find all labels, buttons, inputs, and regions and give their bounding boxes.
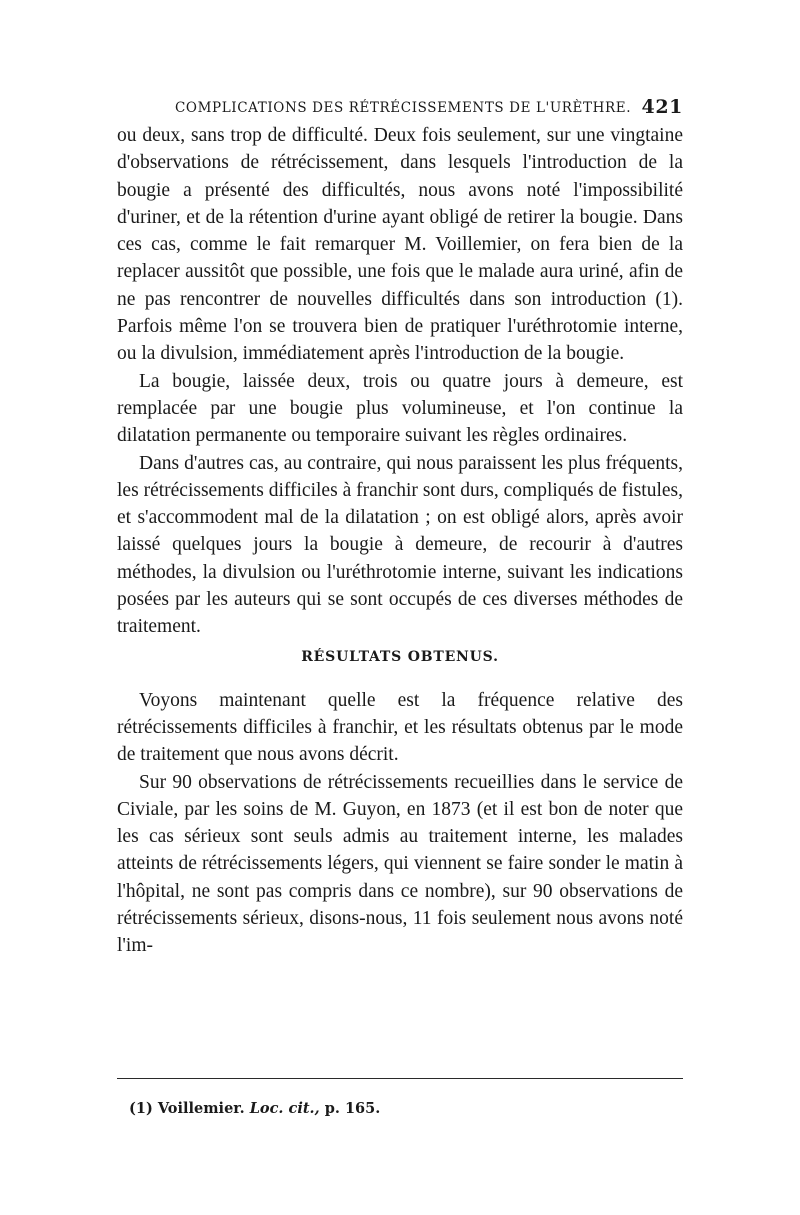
running-title: COMPLICATIONS DES RÉTRÉCISSEMENTS DE L'URÈTHRE. — [175, 100, 632, 116]
paragraph-2: La bougie, laissée deux, trois ou quatre jours à demeure, est remplacée par une bougie plus volumineuse, et l'on continue la dilatation permanente ou temporaire suivant les règles ordinaires. — [117, 370, 683, 447]
paragraph-1: ou deux, sans trop de difficulté. Deux fois seulement, sur une vingtaine d'observations de rétrécissement, dans lesquels l'introduction de la bougie a présenté des difficultés, nous avons noté l'impossibilité d'uriner, et de la rétention d'urine ayant obligé de retirer la bougie. Dans ces cas, comme le fait remarquer M. Voillemier, on fera bien de la replacer aussitôt que possible, une fois que le malade aura uriné, afin de ne pas rencontrer de nouvelles difficultés dans son introduction (1). Parfois même l'on se trouvera bien de pratiquer l'uréthrotomie interne, ou la divulsion, immédiatement après l'introduction de la bougie. — [117, 125, 683, 365]
footnote-author: Voillemier. — [157, 1100, 245, 1117]
paragraph-3: Dans d'autres cas, au contraire, qui nous paraissent les plus fréquents, les rétrécissements difficiles à franchir sont durs, compliqués de fistules, et s'accommodent mal de la dilatation ; on est obligé alors, après avoir laissé quelques jours la bougie à demeure, de recourir à d'autres méthodes, la divulsion ou l'uréthrotomie interne, suivant les indications posées par les auteurs qui se sont occupés de ces diverses méthodes de traitement. — [117, 452, 683, 638]
footnote-marker: (1) — [129, 1100, 153, 1117]
page-content — [117, 96, 683, 960]
footnote-page: p. 165. — [324, 1100, 381, 1117]
footnote-rule — [117, 1078, 683, 1079]
page-number: 421 — [641, 96, 683, 118]
footnote-reference: Loc. cit., — [249, 1100, 320, 1117]
section-heading: RÉSULTATS OBTENUS. — [301, 648, 499, 665]
running-head — [117, 96, 683, 122]
paragraph-4: Voyons maintenant quelle est la fréquence relative des rétrécissements difficiles à franchir, et les résultats obtenus par le mode de traitement que nous avons décrit. — [117, 689, 683, 766]
paragraph-5: Sur 90 observations de rétrécissements recueillies dans le service de Civiale, par les soins de M. Guyon, en 1873 (et il est bon de noter que les cas sérieux sont seuls admis au traitement interne, les malades atteints de rétrécissements légers, qui viennent se faire sonder le matin à l'hôpital, ne sont pas compris dans ce nombre), sur 90 observations de rétrécissements sérieux, disons-nous, 11 fois seulement nous avons noté l'im- — [117, 771, 683, 957]
footnote — [129, 1100, 380, 1117]
